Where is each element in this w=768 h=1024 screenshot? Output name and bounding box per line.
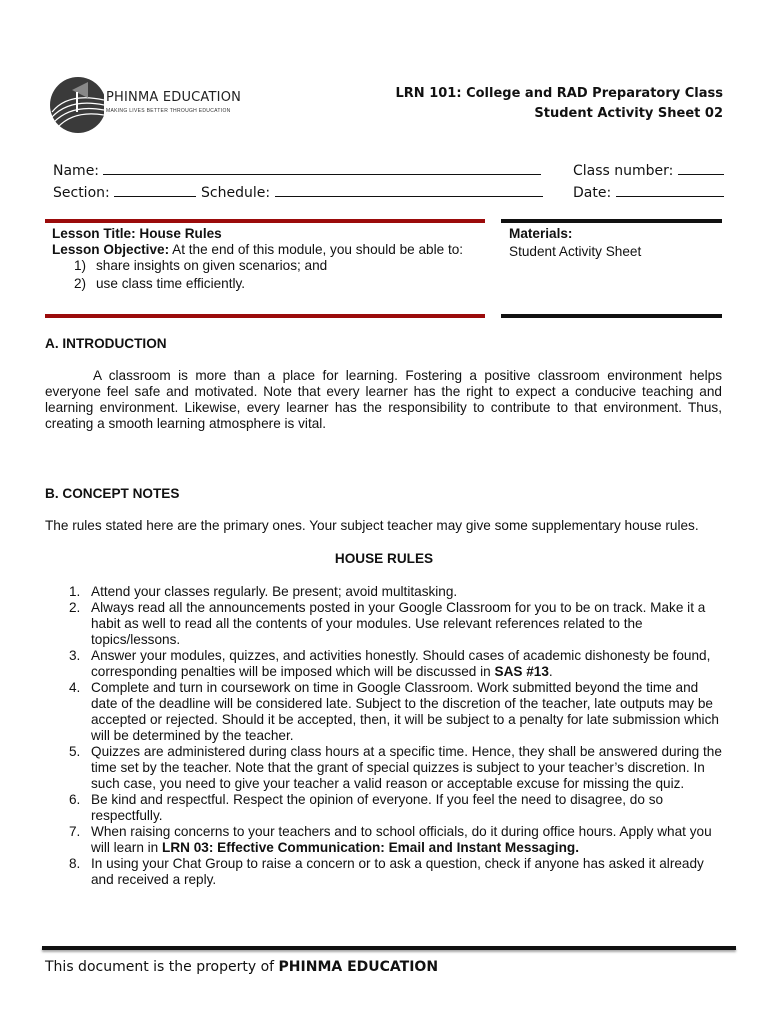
date-field[interactable] xyxy=(573,182,724,201)
date-label: Date: xyxy=(573,185,612,201)
list-item: 3. Answer your modules, quizzes, and activities honestly. Should cases of academic dishonesty be found, corresponding penalties will be imposed which will be discussed in SAS #13. xyxy=(69,648,711,679)
name-field[interactable] xyxy=(53,160,541,179)
materials-top-rule xyxy=(501,219,722,223)
lesson-top-rule xyxy=(45,219,485,223)
list-item: 1. Attend your classes regularly. Be present; avoid multitasking. xyxy=(69,584,458,599)
footer-rule xyxy=(42,946,736,950)
concept-heading: B. CONCEPT NOTES xyxy=(45,486,180,501)
sheet-title: Student Activity Sheet 02 xyxy=(534,106,723,121)
list-item: 5. Quizzes are administered during class hours at a specific time. Hence, they shall be answered during the time set by the teacher. Note that the grant of special quizzes is subject to your teacher’s discretion. In such case, you need to give your teacher a valid reason or acceptable excuse for missing the quiz. xyxy=(69,744,722,791)
class-number-blank[interactable] xyxy=(678,160,724,175)
name-label: Name: xyxy=(53,163,100,179)
footer-owner: PHINMA EDUCATION xyxy=(278,959,439,975)
materials-value: Student Activity Sheet xyxy=(509,244,642,259)
schedule-blank[interactable] xyxy=(275,182,543,197)
section-label: Section: xyxy=(53,185,110,201)
name-blank[interactable] xyxy=(103,160,541,175)
logo-tagline: MAKING LIVES BETTER THROUGH EDUCATION xyxy=(106,108,231,114)
list-item: 7. When raising concerns to your teachers and to school officials, do it during office hours. Apply what you will learn in LRN 03: Effective Communication: Email and Instant Messaging. xyxy=(69,824,712,855)
class-number-field[interactable] xyxy=(573,160,724,179)
house-rules-list xyxy=(47,584,725,888)
lesson-bottom-rule xyxy=(45,314,485,318)
materials-bottom-rule xyxy=(501,314,722,318)
phinma-emblem-icon xyxy=(48,72,104,138)
section-blank[interactable] xyxy=(114,182,196,197)
lesson-title: Lesson Title: House Rules xyxy=(52,226,222,241)
materials-block xyxy=(509,226,719,260)
schedule-field[interactable] xyxy=(201,182,543,201)
list-item: 2. Always read all the announcements posted in your Google Classroom for you to be on track. Make it a habit as well to read all the contents of your modules. Use relevant references related to the topics/lessons. xyxy=(69,600,706,647)
phinma-logo xyxy=(48,72,248,138)
course-title: LRN 101: College and RAD Preparatory Class xyxy=(395,86,723,101)
concept-lead: The rules stated here are the primary ones. Your subject teacher may give some supplementary house rules. xyxy=(45,518,699,533)
intro-heading: A. INTRODUCTION xyxy=(45,336,167,351)
objective-item: 1) share insights on given scenarios; and xyxy=(74,258,328,273)
lesson-block xyxy=(52,226,492,294)
date-blank[interactable] xyxy=(616,182,724,197)
footer-text: This document is the property of PHINMA EDUCATION xyxy=(45,959,439,975)
materials-label: Materials: xyxy=(509,226,573,241)
class-number-label: Class number: xyxy=(573,163,674,179)
house-rules-title: HOUSE RULES xyxy=(334,551,434,566)
list-item: 4. Complete and turn in coursework on time in Google Classroom. Work submitted beyond the time and date of the deadline will be considered late. Subject to the discretion of the teacher, late outputs may be accepted or rejected. Should it be accepted, then, it will be subject to a penalty for late submission which will be determined by the teacher. xyxy=(69,680,719,743)
objective-item: 2) use class time efficiently. xyxy=(74,276,246,291)
list-item: 6. Be kind and respectful. Respect the opinion of everyone. If you feel the need to disagree, do so respectfully. xyxy=(69,792,664,823)
intro-paragraph: A classroom is more than a place for learning. Fostering a positive classroom environment helps everyone feel safe and motivated. Note that every learner has the right to expect a conducive teaching and learning environment. Likewise, every learner has the responsibility to contribute to that environment. Thus, creating a smooth learning atmosphere is vital. xyxy=(45,368,722,431)
schedule-label: Schedule: xyxy=(201,185,271,201)
lesson-objective: Lesson Objective: At the end of this module, you should be able to: xyxy=(52,242,464,257)
list-item: 8. In using your Chat Group to raise a concern or to ask a question, check if anyone has asked it already and received a reply. xyxy=(69,856,704,887)
logo-brand: PHINMA EDUCATION xyxy=(106,90,242,105)
section-field[interactable] xyxy=(53,182,196,201)
